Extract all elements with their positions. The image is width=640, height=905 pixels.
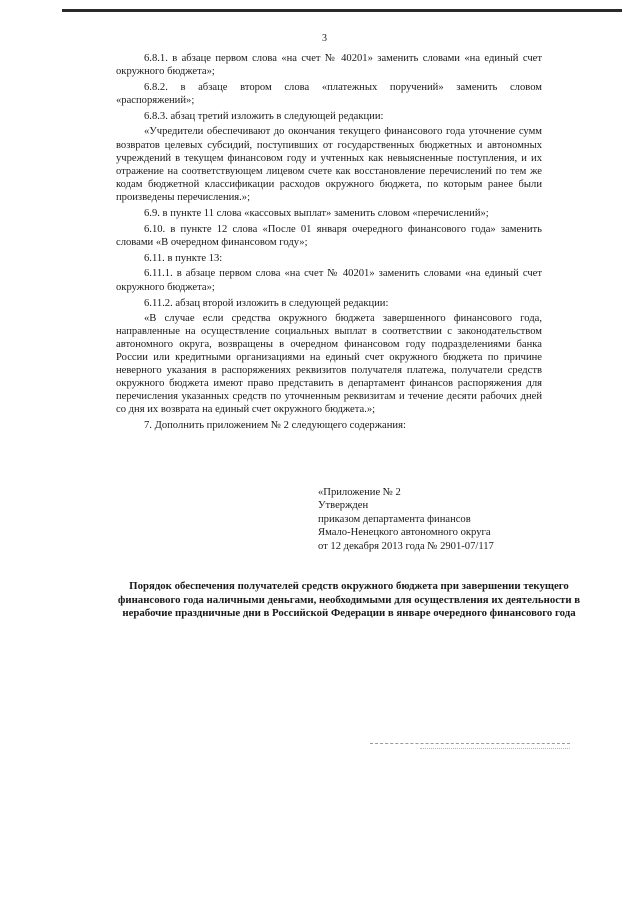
appendix-title: «Приложение № 2 — [318, 487, 401, 498]
document-body — [116, 52, 542, 435]
appendix-region: Ямало-Ненецкого автономного округа — [318, 527, 491, 539]
paragraph-6-9: 6.9. в пункте 11 слова «кассовых выплат» заменить словом «перечислений»; — [144, 208, 489, 220]
paragraph-6-8-2: 6.8.2. в абзаце втором слова «платежных поручений» заменить словом «распоряжений»; — [116, 82, 542, 107]
scan-artifact-dots — [420, 748, 570, 749]
paragraph-6-8-3: 6.8.3. абзац третий изложить в следующей редакции: — [144, 111, 384, 123]
appendix-approval-block — [318, 486, 578, 553]
paragraph-6-11-2: 6.11.2. абзац второй изложить в следующей редакции: — [144, 297, 389, 309]
page-number: 3 — [322, 33, 327, 44]
paragraph-quote-refunds: «В случае если средства окружного бюджета завершенного финансового года, направленные на осуществление социальных выплат в соответствии с законодательством автономного округа, возвращены в очередном финансовом году подразделениями банка России или кредитными организациями на единый счет окружного бюджета по причине неверного указания в распоряжениях реквизитов получателя платежа, получатели средств окружного бюджета имеют право представить в департамент финансов распоряжения для перечисления указанных средств по уточненным реквизитам и течение десяти рабочих дней со дня их возврата на единый счет окружного бюджета.»; — [116, 312, 542, 416]
paragraph-6-11: 6.11. в пункте 13: — [144, 253, 223, 265]
appendix-date-number: от 12 декабря 2013 года № 2901-07/117 — [318, 540, 494, 552]
section-title: Порядок обеспечения получателей средств окружного бюджета при завершении текущего финансового года наличными деньгами, необходимыми для осуществления их деятельности в нерабочие праздничные дни в Российской Федерации в январе очередного финансового года — [117, 580, 581, 620]
top-border-line — [62, 9, 622, 12]
paragraph-quote-founders: «Учредители обеспечивают до окончания текущего финансового года уточнение сумм возвратов целевых субсидий, поступивших от государственных бюджетных и автономных учреждений в текущем финансовом году и учтенных как невыясненные поступления, и их отражение на соответствующем лицевом счете как восстановление перечислений по тем же кодам бюджетной классификации расходов окружного бюджета, по которым ранее были произведены перечисления.»; — [116, 126, 542, 203]
appendix-approved: Утвержден — [318, 500, 369, 512]
scan-artifact-line — [370, 743, 570, 744]
paragraph-6-8-1: 6.8.1. в абзаце первом слова «на счет № 40201» заменить словами «на единый счет окружного бюджета»; — [116, 53, 542, 78]
paragraph-6-10: 6.10. в пункте 12 слова «После 01 января очередного финансового года» заменить словами «В очередном финансовом году»; — [116, 224, 542, 249]
appendix-by-order: приказом департамента финансов — [318, 513, 471, 525]
paragraph-6-11-1: 6.11.1. в абзаце первом слова «на счет № 40201» заменить словами «на единый счет окружного бюджета»; — [116, 268, 542, 293]
paragraph-7: 7. Дополнить приложением № 2 следующего содержания: — [144, 420, 406, 432]
